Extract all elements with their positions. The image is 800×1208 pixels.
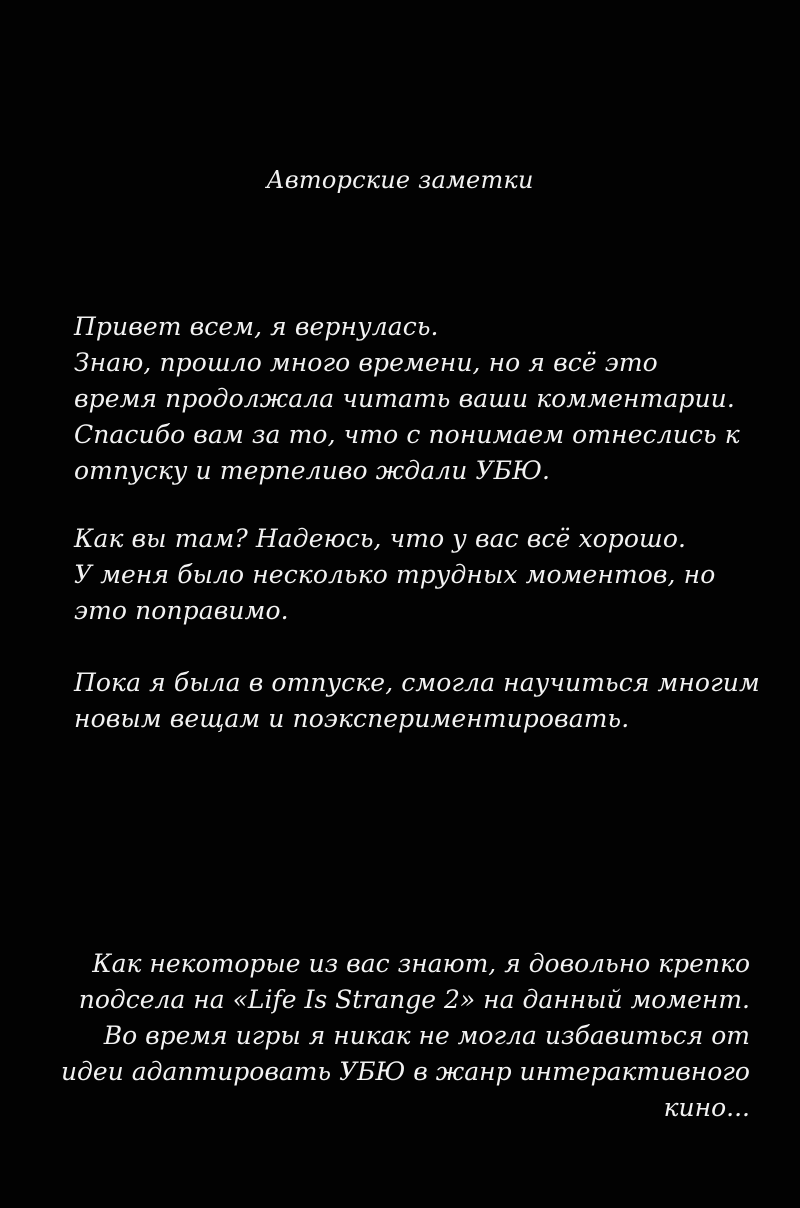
- paragraph-line: Знаю, прошло много времени, но я всё это: [74, 348, 658, 377]
- paragraph-line: Пока я была в отпуске, смогла научиться многим: [74, 668, 760, 697]
- paragraph-line: Во время игры я никак не могла избавиться от: [103, 1021, 750, 1050]
- paragraph-line: время продолжала читать ваши комментарии.: [74, 384, 735, 413]
- paragraph-line: новым вещам и поэкспериментировать.: [74, 704, 630, 733]
- paragraph-line: У меня было несколько трудных моментов, но: [74, 560, 716, 589]
- paragraph-line: подсела на «Life Is Strange 2» на данный момент.: [78, 985, 750, 1014]
- paragraph-line: Спасибо вам за то, что с понимаем отнеслись к: [74, 420, 740, 449]
- paragraph-line: это поправимо.: [74, 596, 289, 625]
- paragraph-line: отпуску и терпеливо ждали УБЮ.: [74, 456, 551, 485]
- paragraph-line: идеи адаптировать УБЮ в жанр интерактивного: [60, 1057, 750, 1086]
- paragraph-line: кино...: [663, 1093, 750, 1122]
- paragraph-line: Как вы там? Надеюсь, что у вас всё хорошо.: [74, 524, 687, 553]
- paragraph-line: Привет всем, я вернулась.: [74, 312, 439, 341]
- paragraph-life-is-strange: [40, 946, 750, 1126]
- page-title: Авторские заметки: [266, 166, 534, 194]
- paragraph-greeting: [74, 309, 774, 489]
- paragraph-line: Как некоторые из вас знают, я довольно крепко: [92, 949, 750, 978]
- paragraph-vacation: [74, 665, 774, 737]
- paragraph-how-are-you: [74, 521, 774, 629]
